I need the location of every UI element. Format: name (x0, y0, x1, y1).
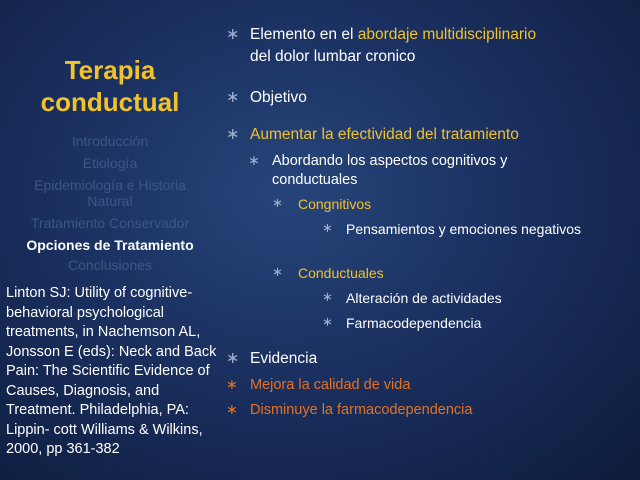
nav-item-introduccion[interactable]: Introducción (71, 133, 149, 149)
bullet-star-icon: ∗ (322, 314, 333, 329)
bullet-text: Aumentar la efectividad del tratamiento (250, 126, 519, 143)
bullet-disminuye (226, 401, 626, 420)
section-nav (0, 133, 220, 279)
bullet-star-icon: ∗ (272, 264, 283, 279)
bullet-star-icon: ∗ (226, 26, 240, 43)
nav-item-tratamiento-conservador[interactable]: Tratamiento Conservador (30, 215, 190, 231)
bullet-highlight: abordaje multidisciplinario (357, 26, 537, 43)
title-line-1: Terapia (64, 55, 156, 85)
bullet-star-icon: ∗ (272, 195, 283, 210)
bullet-text: Farmacodependencia (346, 315, 482, 331)
bullet-text-cont: del dolor lumbar cronico (250, 48, 416, 65)
bullet-text: Abordando los aspectos cognitivos y conductuales (272, 153, 508, 188)
bullet-text: Conductuales (298, 265, 384, 281)
bullet-text: Objetivo (250, 89, 307, 106)
bullet-text: Pensamientos y emociones negativos (346, 221, 582, 237)
reference-citation: Linton SJ: Utility of cognitive- behavioral psychological treatments, in Nachemson AL, Jonsson E (eds): Neck and Back Pain: The Scientific Evidence of Causes, Diagnosis, and Treatment. Philadelphia, PA: Lippin- cott Williams & Wilkins, 2000, pp 361-382 (6, 285, 217, 457)
title-line-2: conductual (40, 87, 180, 117)
bullet-abordando (226, 152, 586, 190)
bullet-text: Elemento en el (250, 26, 358, 43)
bullet-star-icon: ∗ (248, 152, 260, 168)
bullet-text: Congnitivos (298, 196, 372, 212)
bullet-text: Disminuye la farmacodependencia (250, 402, 473, 418)
bullet-star-icon: ∗ (226, 401, 238, 417)
bullet-star-icon: ∗ (226, 350, 240, 367)
nav-item-etiologia[interactable]: Etiología (82, 155, 138, 171)
bullet-text: Mejora la calidad de vida (250, 377, 411, 393)
bullet-objetivo (226, 87, 626, 109)
nav-item-epidemiologia[interactable]: Epidemiología e Historia Natural (34, 177, 186, 209)
nav-item-conclusiones[interactable]: Conclusiones (67, 257, 153, 273)
bullet-star-icon: ∗ (226, 376, 238, 392)
bullet-star-icon: ∗ (322, 289, 333, 304)
bullet-star-icon: ∗ (226, 126, 240, 143)
bullet-alteracion (226, 289, 626, 308)
nav-item-opciones-de-tratamiento[interactable]: Opciones de Tratamiento (26, 237, 194, 253)
bullet-conductuales (226, 264, 626, 283)
bullet-star-icon: ∗ (226, 89, 240, 106)
bullet-text: Evidencia (250, 350, 318, 367)
bullet-text: Alteración de actividades (346, 290, 502, 306)
bullet-abordaje (226, 24, 626, 68)
bullet-aumentar (226, 124, 626, 146)
bullet-congnitivos (226, 195, 626, 214)
bullet-farmacodependencia (226, 314, 626, 333)
bullet-pensamientos (226, 220, 596, 239)
bullet-evidencia (226, 348, 626, 370)
bullet-mejora (226, 376, 626, 395)
bullet-star-icon: ∗ (322, 220, 333, 235)
slide-title (0, 54, 220, 118)
